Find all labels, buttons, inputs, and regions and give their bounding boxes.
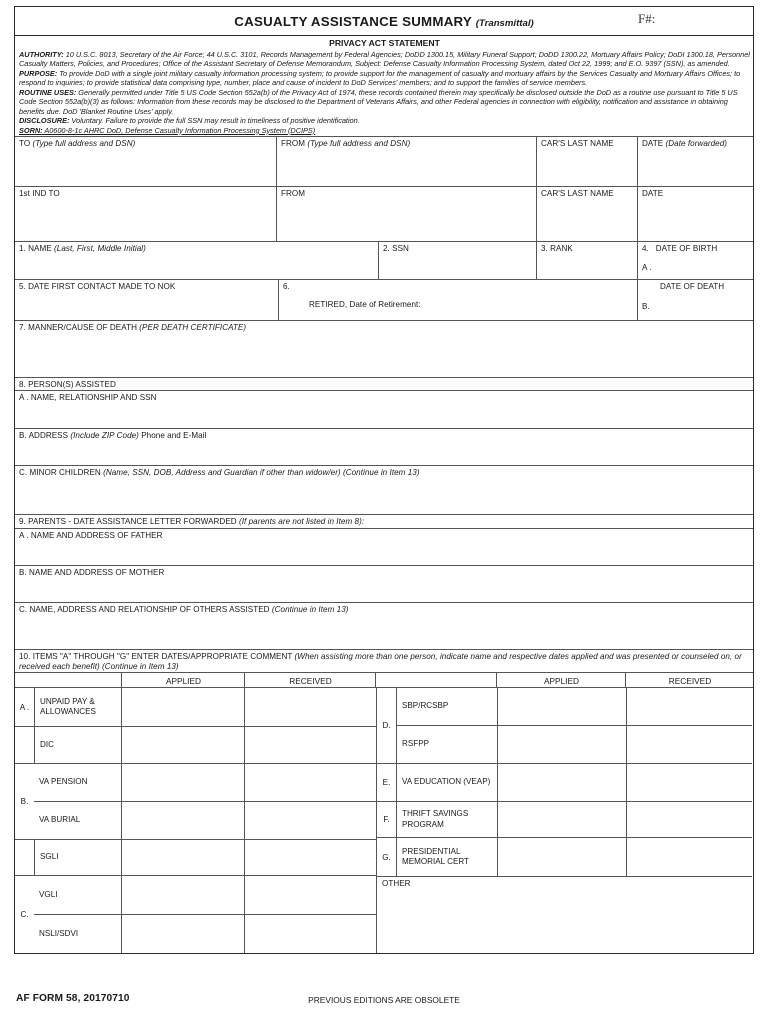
field-ssn[interactable] [378,242,536,279]
item9-hint: (If parents are not listed in Item 8): [238,517,365,527]
ind-date-label: DATE [642,189,664,199]
benefit-applied-unpaid-pay[interactable] [121,688,244,726]
item8b-tail: Phone and E-Mail [138,431,207,441]
routine-label: ROUTINE USES: [19,87,77,97]
benefit-received-vgli[interactable] [244,876,376,914]
item10-hint: (When assisting more than one person, indicate name and respective dates applied and was presented or counseled on, or received each benefit) (Continue in Item 13) [19,652,742,672]
date-of-death-sub-label: B. [642,301,650,311]
item4-number-label: 4. [642,244,649,254]
from-label: FROM [281,139,306,149]
parents-mother-row [15,566,753,603]
privacy-act-heading: PRIVACY ACT STATEMENT [329,38,440,48]
benefit-applied-sgli[interactable] [121,840,244,875]
routing-row-original [15,137,753,187]
file-number-label: F#: [638,11,656,26]
member-identity-row [15,242,753,280]
field-assisted-name-relationship-ssn[interactable] [15,391,753,428]
benefit-received-rsfpp[interactable] [626,726,752,764]
benefit-applied-vgli[interactable] [121,876,244,914]
persons-assisted-c-row [15,466,753,515]
benefit-received-presidential-memorial-cert[interactable] [626,838,752,876]
benefit-row-thrift-savings [377,802,752,838]
benefits-left-half [15,688,376,953]
benefit-applied-va-burial[interactable] [121,802,244,840]
benefit-other-cell[interactable] [377,877,752,953]
item8c-label: C. MINOR CHILDREN [19,468,101,478]
field-date-first-contact[interactable] [15,280,278,320]
form-identifier: AF FORM 58, 20170710 [16,993,130,1004]
disclosure-label: DISCLOSURE: [19,116,70,126]
field-date-forwarded[interactable] [637,137,753,186]
benefit-received-nsli-sdvi[interactable] [244,915,376,953]
benefit-received-sbp-rcsbp[interactable] [626,688,752,725]
benefit-received-unpaid-pay[interactable] [244,688,376,726]
privacy-act-authority [19,50,750,69]
item10-header [15,650,753,672]
benefit-applied-sbp-rcsbp[interactable] [497,688,626,725]
field-date-of-birth[interactable] [637,242,753,279]
privacy-act-purpose [19,69,750,88]
item9a-label: A . NAME AND ADDRESS OF FATHER [19,531,163,541]
item8a-label: A . NAME, RELATIONSHIP AND SSN [19,393,157,403]
benefit-row-sbp-rcsbp [396,688,752,726]
benefits-right-applied-header: APPLIED [496,673,625,687]
field-father-name-address[interactable] [15,529,753,565]
authority-text: 10 U.S.C. 8013, Secretary of the Air Force; 44 U.S.C. 3101, Records Management by Federal Agencies; DoDD 1300.15, Military Funeral Support; DoDD 1300.22, Mortuary Affairs Policy; DoDI 1300.18, Personnel Casualty Matters, Policies, and Procedures; Office of the Assistant Secretary of Defense Memorandum, Subject: Defense Casualty Information Processing System, dated Oct 22, 1999; and E.O. 9397 (SSN), as amended. [19,50,750,69]
date-hint: (Date forwarded) [665,139,728,149]
dob-label: DATE OF BIRTH [655,244,718,254]
manner-cause-of-death-row [15,321,753,378]
item8b-hint: (Include ZIP Code) [70,431,139,441]
benefit-row-va-education [377,764,752,802]
field-date-of-death[interactable] [637,280,753,320]
benefit-applied-va-education[interactable] [497,764,626,801]
benefit-name-va-education: VA EDUCATION (VEAP) [396,764,497,801]
benefit-letter-c: C. [20,910,29,920]
field-minor-children[interactable] [15,466,753,514]
routing-row-first-indorsement [15,187,753,242]
benefit-letter-blank-1 [15,727,34,763]
benefit-letter-g: G. [382,852,391,862]
item9-header [15,515,753,528]
car-last-name-label: CAR'S LAST NAME [541,139,614,149]
benefit-row-presidential-memorial-cert [377,838,752,877]
item8-label: 8. PERSON(S) ASSISTED [19,380,116,390]
benefit-applied-dic[interactable] [121,727,244,763]
benefit-received-va-education[interactable] [626,764,752,801]
benefit-group-c-rows [34,876,376,953]
ind-to-label: 1st IND TO [19,189,60,199]
form-footer [14,993,754,1009]
field-from[interactable] [276,137,536,186]
benefit-row-nsli-sdvi [34,915,376,953]
persons-assisted-header-row [15,378,753,391]
parents-father-row [15,529,753,566]
previous-editions-notice: PREVIOUS EDITIONS ARE OBSOLETE [308,995,460,1005]
routine-text: Generally permitted under Title 5 US Code Section 552a(b) of the Privacy Act of 1974, these records contained therein may specifically be disclosed outside the DoD as a routine use pursuant to Title 5 US Code Section 552a(b)(3) as follows: Information from these records may be disclosed to the Department of Veterans Affairs, and other Federal agencies in connection with eligibility, notification and assistance in obtaining benefits due. DoD 'Blanket Routine Uses' apply. [19,87,738,116]
purpose-label: PURPOSE: [19,68,58,78]
privacy-act-disclosure [19,116,750,125]
benefit-row-other[interactable] [377,877,752,953]
field-mother-name-address[interactable] [15,566,753,602]
rank-label: 3. RANK [541,244,573,254]
parents-others-row [15,603,753,650]
field-car-last-name[interactable] [536,137,637,186]
item9c-hint: (Continue in Item 13) [271,605,349,615]
benefits-left-spacer [15,673,121,687]
benefit-row-va-pension [34,764,376,802]
item10-label: 10. ITEMS "A" THROUGH "G" ENTER DATES/APPROPRIATE COMMENT [19,652,293,662]
benefit-name-thrift-savings: THRIFT SAVINGS PROGRAM [396,802,497,837]
benefit-name-nsli-sdvi: NSLI/SDVI [39,928,79,938]
field-ind-date[interactable] [637,187,753,241]
benefits-left-applied-header: APPLIED [121,673,244,687]
page-title-main: CASUALTY ASSISTANCE SUMMARY [234,14,472,29]
benefit-received-sgli[interactable] [244,840,376,875]
benefit-row-vgli [34,876,376,915]
name-hint: (Last, First, Middle Initial) [54,244,146,254]
benefit-group-b-rows [34,764,376,839]
ind-car-last-name-label: CAR'S LAST NAME [541,189,614,199]
benefit-applied-thrift-savings[interactable] [497,802,626,837]
disclosure-text: Voluntary. Failure to provide the full SSN may result in timeliness of positive identification. [69,116,360,126]
benefits-table [15,688,753,953]
field-rank[interactable] [536,242,637,279]
field-ind-to[interactable] [15,187,276,241]
item9-label: 9. PARENTS - DATE ASSISTANCE LETTER FORWARDED [19,517,237,527]
benefit-row-va-burial [34,802,376,840]
benefits-header-row [15,650,753,673]
benefit-letter-e: E. [382,778,391,788]
benefit-row-unpaid-pay [15,688,376,727]
date-of-death-label: DATE OF DEATH [660,282,725,292]
field-retired-date[interactable] [278,280,637,320]
benefit-group-b [15,764,376,840]
benefit-name-sbp-rcsbp: SBP/RCSBP [396,688,497,725]
benefit-received-va-pension[interactable] [244,764,376,801]
benefit-letter-a: A . [19,702,30,712]
item7-label: 7. MANNER/CAUSE OF DEATH [19,323,137,333]
benefit-received-va-burial[interactable] [244,802,376,840]
benefit-group-d-rows [396,688,752,763]
field-assisted-address[interactable] [15,429,753,465]
benefit-applied-va-pension[interactable] [121,764,244,801]
benefit-applied-rsfpp[interactable] [497,726,626,764]
benefits-column-header-row [15,673,753,688]
title-bar [15,7,753,36]
field-ind-from[interactable] [276,187,536,241]
persons-assisted-a-row [15,391,753,429]
field-to[interactable] [15,137,276,186]
benefit-name-va-burial: VA BURIAL [39,815,81,825]
item8-header [15,378,753,390]
parents-header-row [15,515,753,529]
benefit-name-unpaid-pay: UNPAID PAY & ALLOWANCES [34,688,121,726]
benefit-row-sgli [15,840,376,876]
benefit-row-rsfpp [396,726,752,764]
sorn-text: A0600-8-1c AHRC DoD, Defense Casualty Information Processing System (DCIPS) [42,125,316,135]
benefit-received-thrift-savings[interactable] [626,802,752,837]
name-number-label: 1. NAME [19,244,52,254]
benefit-name-vgli: VGLI [39,889,58,899]
benefit-row-dic [15,727,376,764]
benefits-right-half [376,688,752,953]
benefit-received-dic[interactable] [244,727,376,763]
date-label: DATE [642,139,664,149]
benefit-applied-nsli-sdvi[interactable] [121,915,244,953]
benefit-name-presidential-memorial-cert: PRESIDENTIAL MEMORIAL CERT [396,838,497,876]
from-hint: (Type full address and DSN) [307,139,411,149]
field-manner-cause-of-death[interactable] [15,321,753,377]
form-frame [14,6,754,954]
benefits-right-spacer [375,673,496,687]
privacy-act-routine-uses [19,88,750,116]
sorn-label: SORN: [19,125,43,135]
item5-label: 5. DATE FIRST CONTACT MADE TO NOK [19,282,176,292]
member-contact-row [15,280,753,321]
item8c-hint: (Name, SSN, DOB, Address and Guardian if other than widow/er) (Continue in Item 13) [103,468,420,478]
item9b-label: B. NAME AND ADDRESS OF MOTHER [19,568,165,578]
ind-from-label: FROM [281,189,306,199]
authority-label: AUTHORITY: [19,50,64,59]
item9c-label: C. NAME, ADDRESS AND RELATIONSHIP OF OTHERS ASSISTED [19,605,270,615]
benefits-right-received-header: RECEIVED [625,673,753,687]
to-hint: (Type full address and DSN) [32,139,136,149]
privacy-act-sorn [19,126,750,135]
benefit-name-va-pension: VA PENSION [39,777,88,787]
to-label: TO [19,139,31,149]
item7-hint: (PER DEATH CERTIFICATE) [139,323,247,333]
retired-label: RETIRED, Date of Retirement: [309,299,421,309]
benefit-name-sgli: SGLI [34,840,121,875]
item8b-label: B. ADDRESS [19,431,69,441]
purpose-text: To provide DoD with a single joint military casualty information processing system; to provide support for the management of casualty and mortuary affairs by the Services Casualty and Mortuary Affairs Offices; to respond to inquiries; to provide statistical data comprising type, number, place and cause of incident to DoD Services' members; and to support the families of service members. [19,68,741,88]
benefit-group-c [15,876,376,953]
benefit-letter-blank-2 [15,840,34,875]
benefit-applied-presidential-memorial-cert[interactable] [497,838,626,876]
benefit-other-label: OTHER [382,879,411,889]
benefit-letter-d: D. [382,721,391,731]
field-others-assisted[interactable] [15,603,753,649]
field-name[interactable] [15,242,378,279]
benefit-letter-f: F. [383,815,390,825]
benefit-group-d [377,688,752,764]
dob-sub-label: A . [642,262,652,272]
benefit-name-rsfpp: RSFPP [396,726,497,764]
page-title-subtitle: (Transmittal) [475,18,534,29]
persons-assisted-b-row [15,429,753,466]
item6-number-label: 6. [283,282,290,292]
privacy-act-statement [15,36,753,137]
ssn-label: 2. SSN [383,244,409,254]
field-ind-car-last-name[interactable] [536,187,637,241]
benefits-left-received-header: RECEIVED [244,673,375,687]
benefit-name-dic: DIC [34,727,121,763]
benefit-letter-b: B. [20,797,29,807]
